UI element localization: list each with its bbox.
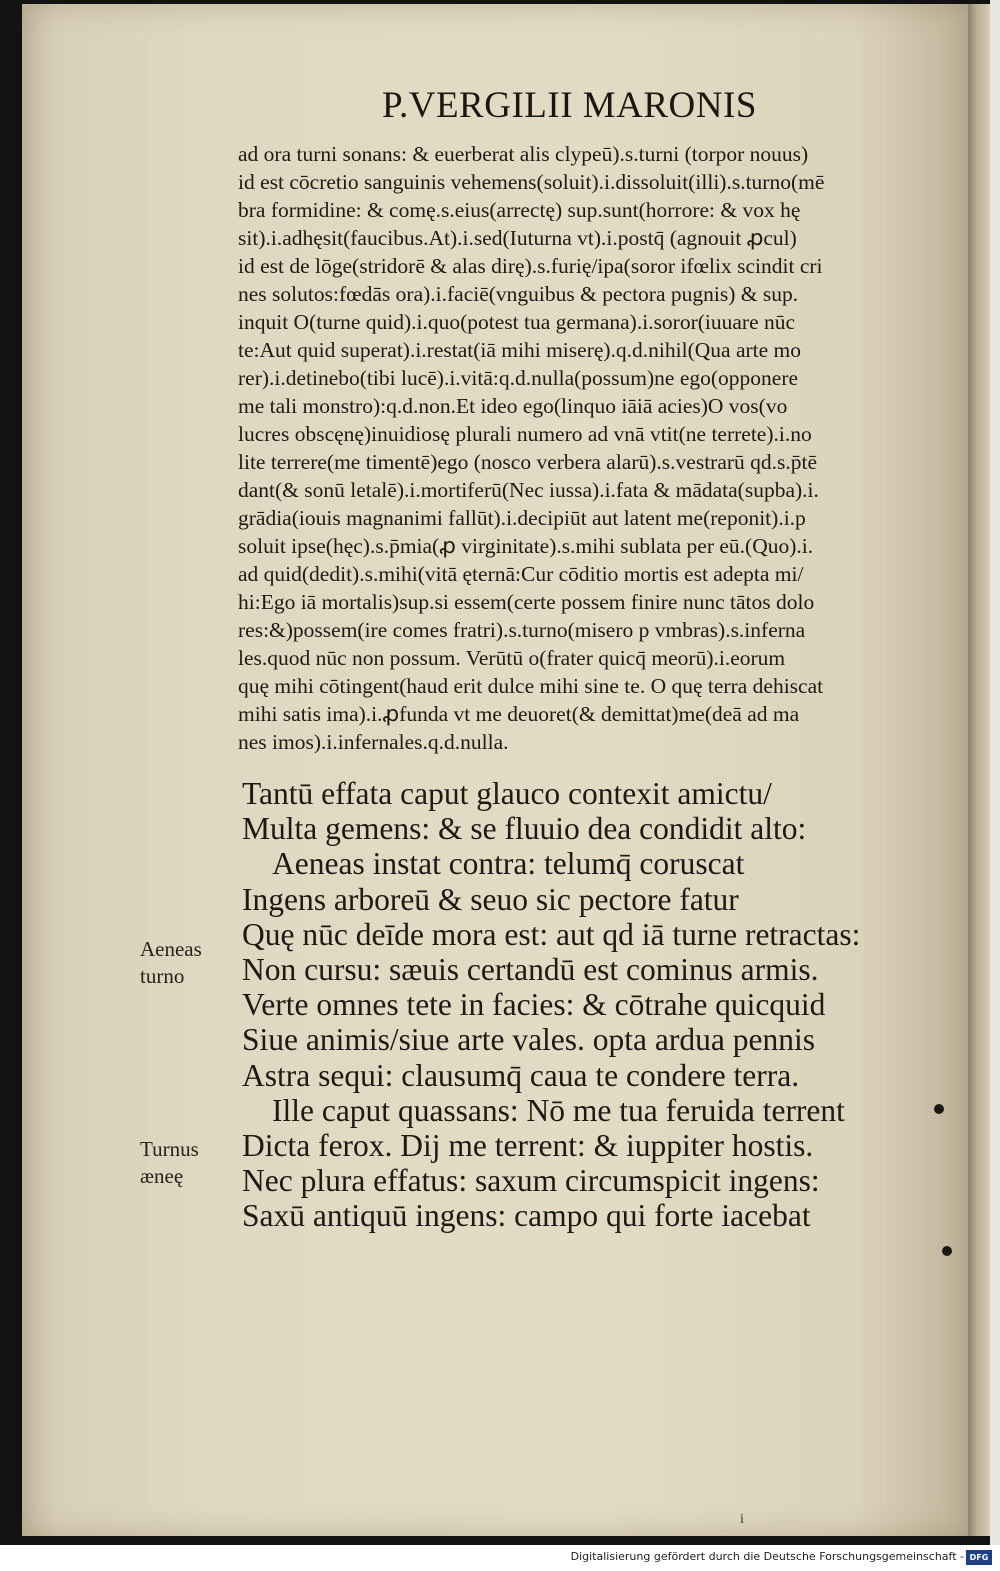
- commentary-line: les.quod nūc non possum. Verūtū o(frater quicq̄ meorū).i.eorum: [238, 646, 786, 670]
- commentary-line: quę mihi cōtingent(haud erit dulce mihi sine te. O quę terra dehiscat: [238, 674, 824, 698]
- marginal-note-line: æneę: [140, 1164, 184, 1188]
- marginal-note-line: Aeneas: [140, 937, 202, 961]
- commentary-line: hi:Ego iā mortalis)sup.si essem(certe possem finire nunc tātos dolo: [238, 590, 815, 614]
- verse-line: Verte omnes tete in facies: & cōtrahe quicquid: [242, 987, 826, 1023]
- verse-line: Dicta ferox. Dij me terrent: & iuppiter hostis.: [242, 1127, 814, 1163]
- commentary-line: grādia(iouis magnanimi fallūt).i.decipiūt aut latent me(reponit).i.p: [238, 506, 806, 530]
- marginal-note-line: Turnus: [140, 1137, 199, 1161]
- verse-line: Aeneas instat contra: telumq̄ coruscat: [272, 846, 745, 882]
- scan-edge: [990, 0, 1000, 1545]
- marginal-note: [140, 1136, 199, 1190]
- marginal-note-line: turno: [140, 964, 185, 988]
- running-head: P.VERGILII MARONIS: [382, 85, 757, 126]
- commentary-line: sit).i.adhęsit(faucibus.At).i.sed(Iuturna vt).i.postq̄ (agnouit ꝓcul): [238, 226, 797, 250]
- verse-block: [242, 776, 954, 1233]
- commentary-line: lite terrere(me timentē)ego (nosco verbera alarū).s.vestrarū qd.s.p̄tē: [238, 450, 818, 474]
- page-gutter: [968, 4, 990, 1536]
- footer-bar: [0, 1545, 1000, 1571]
- ink-dot: [942, 1246, 952, 1256]
- commentary-line: me tali monstro):q.d.non.Et ideo ego(linquo iāiā acies)O vos(vo: [238, 394, 788, 418]
- commentary-line: ad ora turni sonans: & euerberat alis clypeū).s.turni (torpor nouus): [238, 142, 809, 166]
- commentary-line: bra formidine: & comę.s.eius(arrectę) sup.sunt(horrore: & vox hę: [238, 198, 801, 222]
- verse-line: Non cursu: sæuis certandū est cominus armis.: [242, 951, 819, 987]
- verse-line: Quę nūc deīde mora est: aut qd iā turne retractas:: [242, 916, 861, 952]
- verse-line: Tantū effata caput glauco contexit amictu/: [242, 776, 772, 811]
- folio-mark: i: [740, 1512, 744, 1527]
- commentary-line: id est de lōge(stridorē & alas dirę).s.furię/ipa(soror ifœlix scindit cri: [238, 254, 823, 278]
- verse-line: Nec plura effatus: saxum circumspicit ingens:: [242, 1163, 820, 1199]
- dfg-logo[interactable]: DFG: [966, 1550, 992, 1565]
- commentary-line: dant(& sonū letalē).i.mortiferū(Nec iussa).i.fata & mādata(supba).i.: [238, 478, 819, 502]
- funding-credit: Digitalisierung gefördert durch die Deutsche Forschungsgemeinschaft -: [570, 1550, 964, 1563]
- commentary-line: soluit ipse(hęc).s.p̄mia(ꝓ virginitate).s.mihi sublata per eū.(Quo).i.: [238, 534, 814, 558]
- commentary-line: res:&)possem(ire comes fratri).s.turno(misero p vmbras).s.inferna: [238, 618, 806, 642]
- commentary-line: nes solutos:fœdās ora).i.faciē(vnguibus & pectora pugnis) & sup.: [238, 282, 799, 306]
- commentary-line: mihi satis ima).i.ꝓfunda vt me deuoret(& demittat)me(deā ad ma: [238, 702, 800, 726]
- commentary-block: [238, 140, 950, 756]
- verse-line: Ille caput quassans: Nō me tua feruida terrent: [272, 1092, 845, 1128]
- verse-line: Siue animis/siue arte vales. opta ardua pennis: [242, 1022, 815, 1058]
- commentary-line: te:Aut quid superat).i.restat(iā mihi miserę).q.d.nihil(Qua arte mo: [238, 338, 802, 362]
- verse-line: Saxū antiquū ingens: campo qui forte iacebat: [242, 1198, 811, 1234]
- ink-dot: [934, 1104, 944, 1114]
- commentary-line: inquit O(turne quid).i.quo(potest tua germana).i.soror(iuuare nūc: [238, 310, 796, 334]
- commentary-line: id est cōcretio sanguinis vehemens(soluit).i.dissoluit(illi).s.turno(mē: [238, 170, 825, 194]
- verse-line: Ingens arboreū & seuo sic pectore fatur: [242, 881, 739, 917]
- commentary-line: rer).i.detinebo(tibi lucē).i.vitā:q.d.nulla(possum)ne ego(opponere: [238, 366, 799, 390]
- commentary-line: ad quid(dedit).s.mihi(vitā ęternā:Cur cōditio mortis est adepta mi/: [238, 562, 804, 586]
- verse-line: Astra sequi: clausumq̄ caua te condere terra.: [242, 1057, 800, 1093]
- marginal-note: [140, 936, 202, 990]
- commentary-line: lucres obscęnę)inuidiosę plurali numero ad vnā vtit(ne terrete).i.no: [238, 422, 812, 446]
- commentary-line: nes imos).i.infernales.q.d.nulla.: [238, 730, 509, 754]
- verse-line: Multa gemens: & se fluuio dea condidit alto:: [242, 811, 807, 847]
